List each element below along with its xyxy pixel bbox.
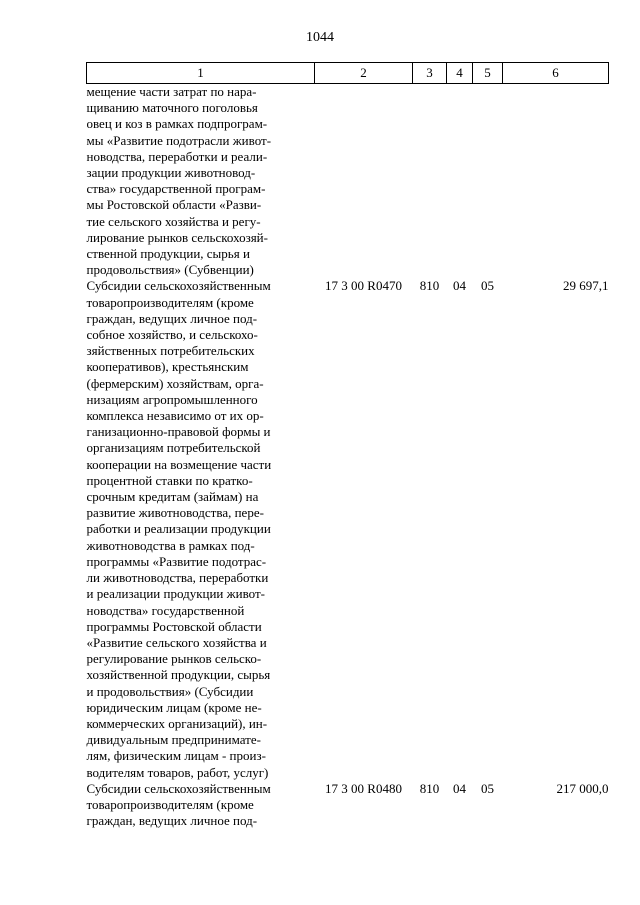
description-line: зяйственных потребительских [86,343,255,359]
description-line: работки и реализации продукции [86,521,271,537]
row-col4 [447,84,473,279]
description-line: кооперативов), крестьянским [86,359,249,375]
header-col-6: 6 [503,63,609,84]
row-col3: 810 [419,278,440,294]
header-col-2: 2 [315,63,413,84]
description-line: граждан, ведущих личное под- [86,813,258,829]
header-col-3: 3 [413,63,447,84]
table-row [87,278,609,780]
description-line: дивидуальным предпринимате- [86,732,261,748]
row-col4: 04 [453,278,466,294]
description-line: кооперации на возмещение части [86,456,272,472]
description-line: лям, физическим лицам - произ- [86,748,266,764]
header-col-4: 4 [447,63,473,84]
description-line: организациям потребительской [86,440,261,456]
description-line: и реализации продукции живот- [86,586,265,602]
row-description [87,781,315,830]
description-line: собное хозяйство, и сельскохо- [86,327,258,343]
description-line: продовольствия» (Субвенции) [86,262,254,278]
description-line: мы «Развитие подотрасли живот- [86,132,272,148]
description-line: низациям агропромышленного [86,391,258,407]
description-line: коммерческих организаций), ин- [86,715,268,731]
description-line: граждан, ведущих личное под- [86,310,258,326]
description-line: водителям товаров, работ, услуг) [86,764,269,780]
description-line: животноводства в рамках под- [86,537,255,553]
description-line: товаропроизводителям (кроме [86,294,254,310]
description-line: зации продукции животновод- [86,165,256,181]
description-line: новодства» государственной [86,602,245,618]
description-line: лирование рынков сельскохозяй- [86,229,268,245]
row-col3: 810 [419,780,440,796]
header-col-5: 5 [473,63,503,84]
description-line: комплекса независимо от их ор- [86,408,264,424]
description-line: регулирование рынков сельско- [86,651,262,667]
table-row [87,781,609,830]
description-line: и продовольствия» (Субсидии [86,683,254,699]
description-line: новодства, переработки и реали- [86,148,268,164]
budget-table [86,62,609,829]
row-col5: 05 [481,278,494,294]
description-line: хозяйственной продукции, сырья [86,667,271,683]
row-description [87,278,315,780]
row-amount: 29 697,1 [563,278,609,294]
description-line: мещение части затрат по нара- [86,84,257,99]
header-row [87,63,609,84]
description-line: щиванию маточного поголовья [86,100,258,116]
page-number: 1044 [306,30,334,45]
description-line: «Развитие сельского хозяйства и [86,634,267,650]
header-col-1: 1 [87,63,315,84]
row-amount: 217 000,0 [556,780,609,796]
row-description [87,84,315,279]
description-line: Субсидии сельскохозяйственным [86,780,271,796]
description-line: овец и коз в рамках подпрограм- [86,116,268,132]
row-code: 17 3 00 R0480 [325,780,402,796]
row-amount [503,84,609,279]
row-col5 [473,84,503,279]
table-body [87,84,609,830]
description-line: товаропроизводителям (кроме [86,796,254,812]
description-line: Субсидии сельскохозяйственным [86,278,271,294]
row-code [315,84,413,279]
description-line: мы Ростовской области «Разви- [86,197,262,213]
description-line: программы Ростовской области [86,618,262,634]
description-line: программы «Развитие подотрас- [86,553,267,569]
description-line: развитие животноводства, пере- [86,505,264,521]
description-line: юридическим лицам (кроме не- [86,699,262,715]
description-line: ганизационно-правовой формы и [86,424,271,440]
row-col4: 04 [453,780,466,796]
row-col3 [413,84,447,279]
description-line: ства» государственной програм- [86,181,266,197]
description-line: ственной продукции, сырья и [86,246,250,262]
table-row [87,84,609,279]
row-col5: 05 [481,780,494,796]
description-line: (фермерским) хозяйствам, орга- [86,375,264,391]
description-line: процентной ставки по кратко- [86,472,253,488]
description-line: ли животноводства, переработки [86,570,269,586]
description-line: тие сельского хозяйства и регу- [86,213,261,229]
row-code: 17 3 00 R0470 [325,278,402,294]
description-line: срочным кредитам (займам) на [86,489,259,505]
